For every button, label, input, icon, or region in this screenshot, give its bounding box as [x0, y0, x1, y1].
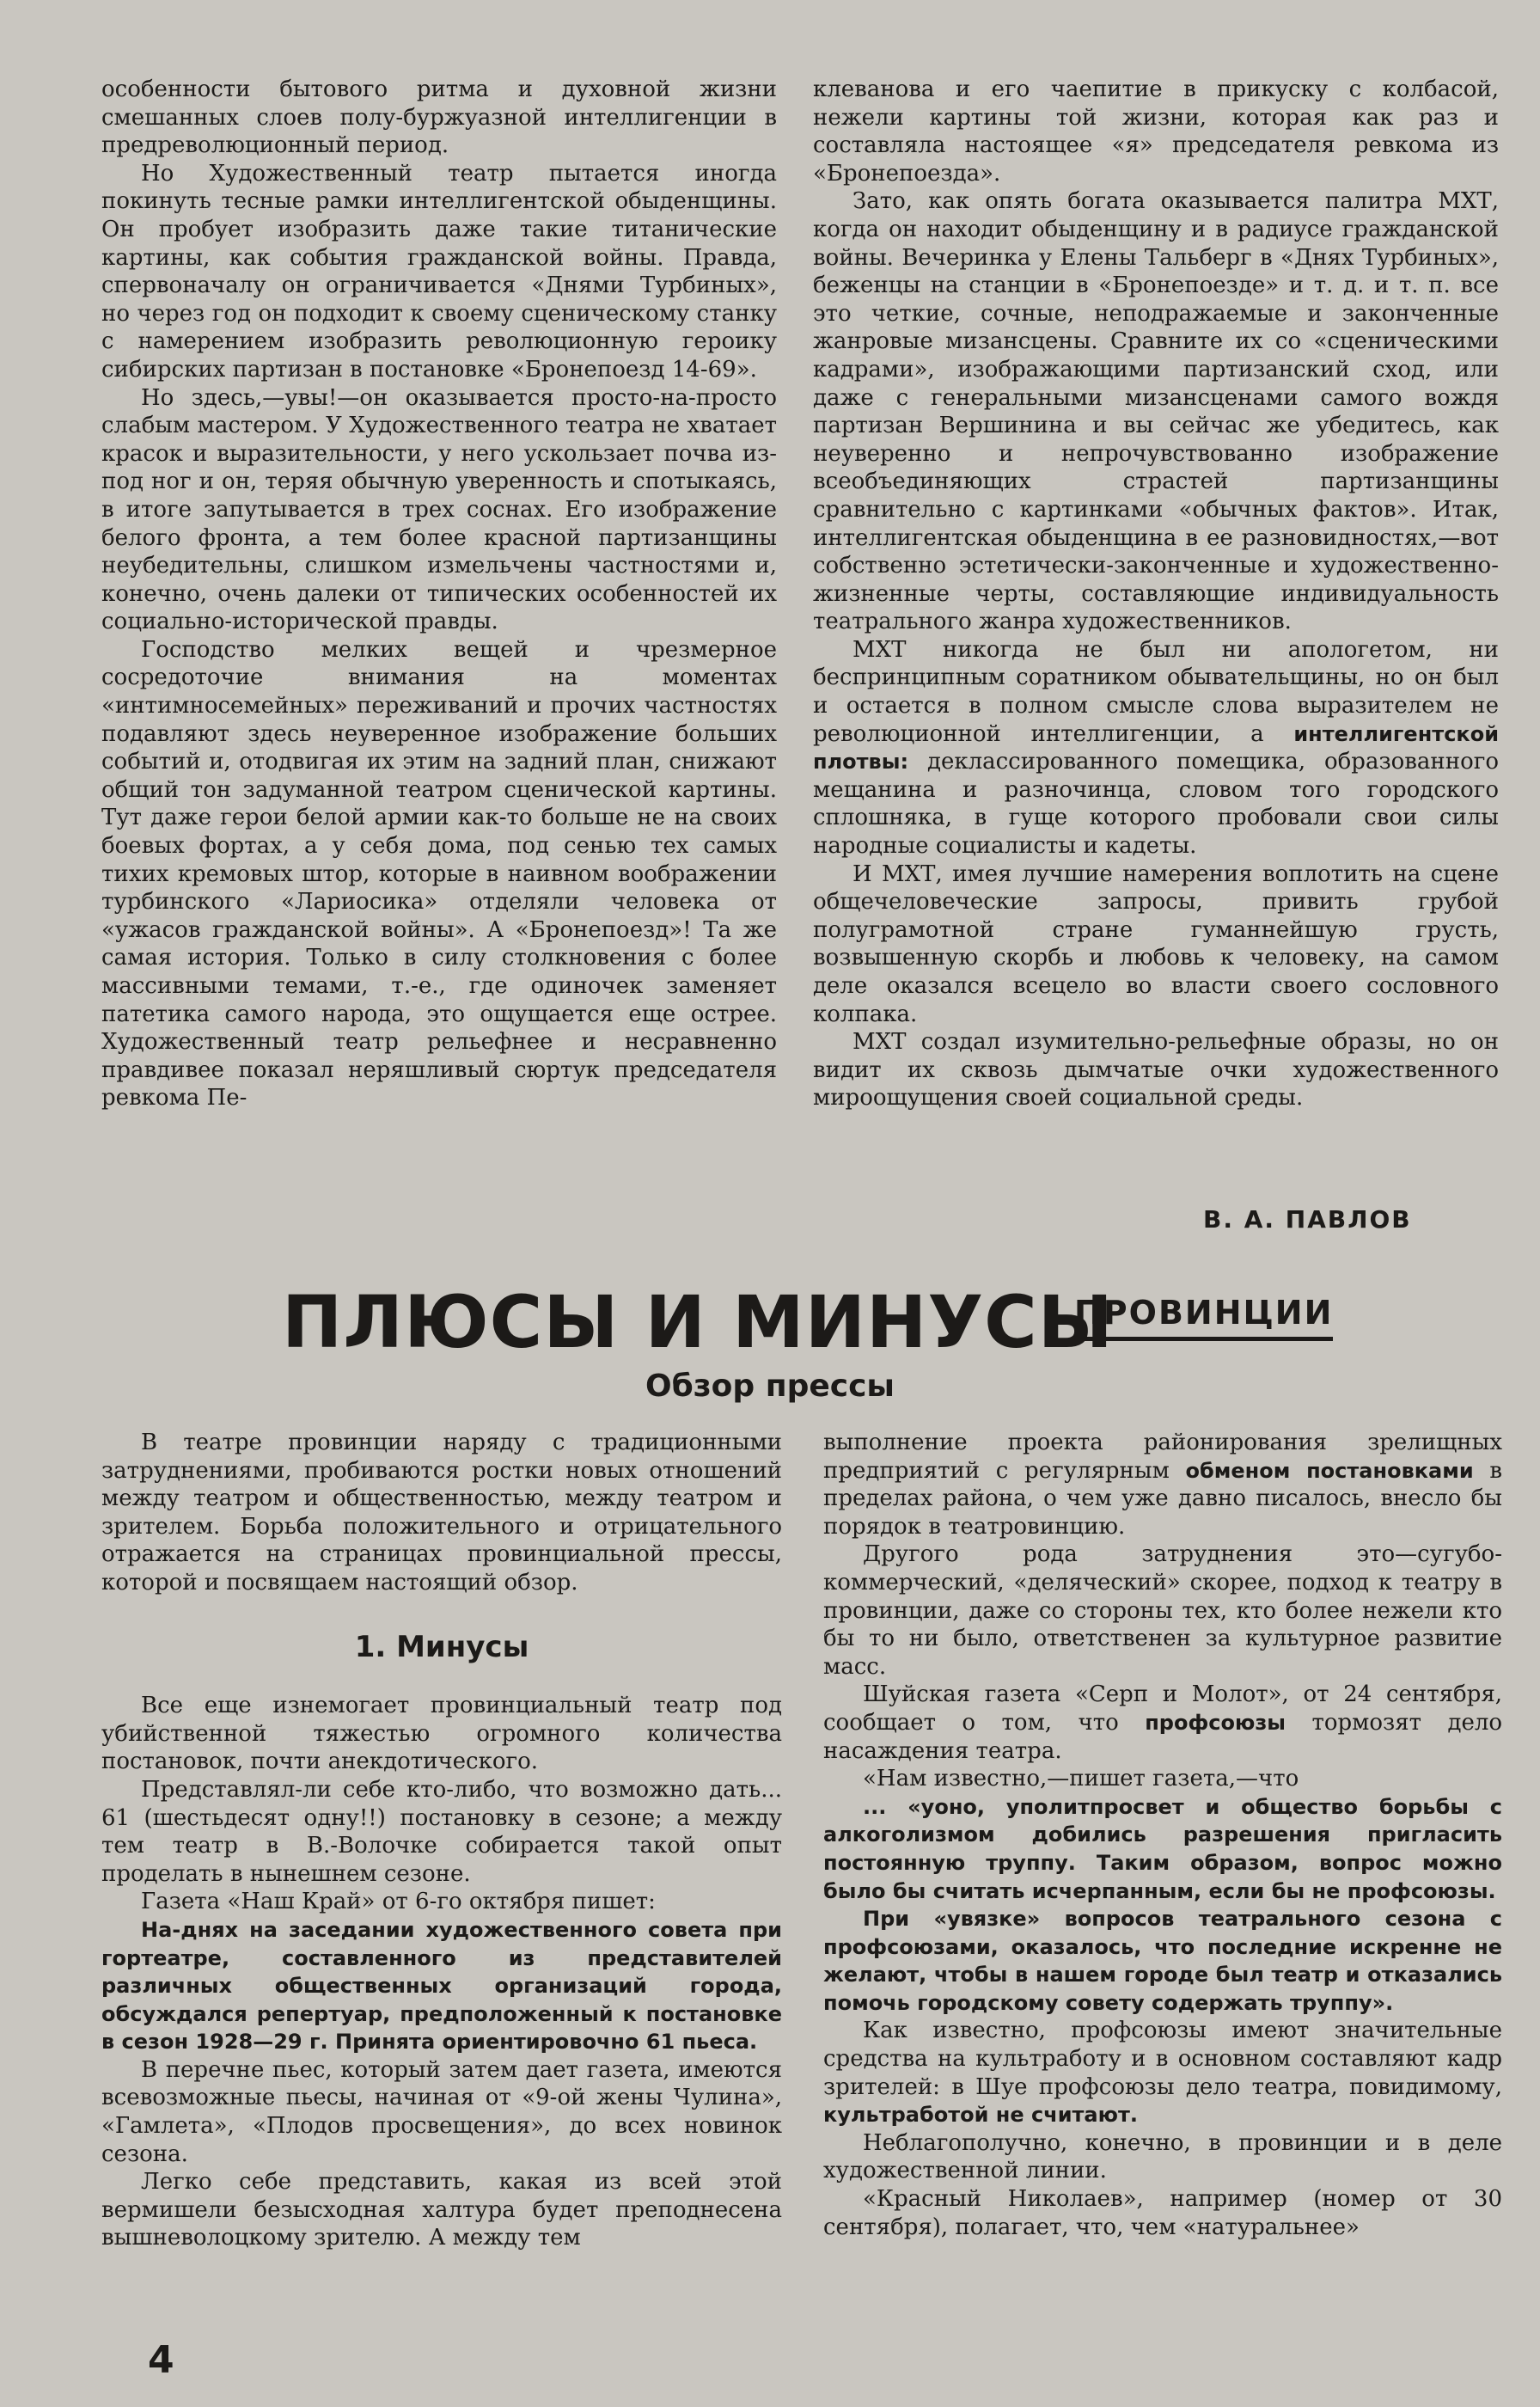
- bold-phrase: обменом постановками: [1185, 1458, 1474, 1483]
- page-number: 4: [148, 2338, 174, 2382]
- paragraph: Неблагополучно, конечно, в провинции и в деле художественной линии.: [823, 2129, 1502, 2184]
- article-column-right: [813, 76, 1499, 1253]
- paragraph: Но Художественный театр пытается иногда покинуть тесные рамки интеллигентской обыденщины. Он пробует изобразить даже такие титанические картины, как события гражданской войны. Правда, спервоначалу он ограничивается «Днями Турбиных», но через год он подходит к своему сценическому станку с намерением изобразить революционную героику сибирских партизан в постановке «Бронепоезд 14-69».: [101, 160, 777, 383]
- article-column-left: [101, 76, 777, 1253]
- review-column-left: [101, 1429, 782, 2314]
- quote: ... «уоно, уполитпросвет и общество борьбы с алкоголизмом добились разрешения пригласить постоянную труппу. Таким образом, вопрос можно было бы считать исчерпанным, если бы не профсоюзы.: [823, 1794, 1502, 1903]
- headline-sub: ПРОВИНЦИИ: [1074, 1294, 1333, 1341]
- paragraph: Другого рода затруднения это—сугубо-коммерческий, «деляческий» скорее, подход к театру в провинции, даже со стороны тех, кто более нежели кто бы то ни было, ответственен за культурное развитие масс.: [823, 1541, 1502, 1680]
- paragraph: Как известно, профсоюзы имеют значительные средства на культработу и в основном составляют кадр зрителей: в Шуе профсоюзы дело театра, повидимому, культработой не считают.: [823, 2018, 1502, 2128]
- headline: ПЛЮСЫ И МИНУСЫ: [282, 1280, 1114, 1364]
- paragraph: Газета «Наш Край» от 6-го октября пишет:: [141, 1889, 656, 1915]
- subheadline: Обзор прессы: [645, 1369, 895, 1404]
- paragraph: особенности бытового ритма и духовной жизни смешанных слоев полу-буржуазной интеллигенции в предреволюционный период.: [101, 77, 777, 159]
- paragraph: Все еще изнемогает провинциальный театр под убийственной тяжестью огромного количества постановок, почти анекдотического.: [101, 1693, 782, 1775]
- paragraph: И МХТ, имея лучшие намерения воплотить на сцене общечеловеческие запросы, привить грубой полуграмотной стране гуманнейшую грусть, возвышенную скорбь и любовь к человеку, на самом деле оказался всецело во власти своего сословного колпака.: [813, 861, 1499, 1027]
- paragraph: В театре провинции наряду с традиционными затруднениями, пробиваются ростки новых отношений между театром и общественностью, между театром и зрителем. Борьба положительного и отрицательного отражается на страницах провинциальной прессы, которой и посвящаем настоящий обзор.: [101, 1430, 782, 1595]
- paragraph: Шуйская газета «Серп и Молот», от 24 сентября, сообщает о том, что профсоюзы тормозят дело насаждения театра.: [823, 1681, 1502, 1764]
- paragraph: В перечне пьес, который затем дает газета, имеются всевозможные пьесы, начиная от «9-ой жены Чулина», «Гамлета», «Плодов просвещения», до всех новинок сезона.: [101, 2056, 782, 2167]
- paragraph: МХТ никогда не был ни апологетом, ни беспринципным соратником обывательщины, но он был и остается в полном смысле слова выразителем не революционной интеллигенции, а интеллигентской плотвы: деклассированного помещика, образованного мещанина и разночинца, словом того городского сплошняка, в гуще которого пробовали свои силы народные социалисты и кадеты.: [813, 636, 1499, 860]
- paragraph: «Нам известно,—пишет газета,—что: [863, 1766, 1299, 1792]
- author-signature: В. А. ПАВЛОВ: [1203, 1205, 1412, 1234]
- paragraph: Представлял-ли себе кто-либо, что возможно дать... 61 (шестьдесят одну!!) постановку в сезоне; а между тем театр в В.-Волочке собирается такой опыт проделать в нынешнем сезоне.: [101, 1776, 782, 1887]
- paragraph: МХТ создал изумительно-рельефные образы, но он видит их сквозь дымчатые очки художественного мироощущения своей социальной среды.: [813, 1029, 1499, 1112]
- paragraph: «Красный Николаев», например (номер от 30 сентября), полагает, что, чем «натуральнее»: [823, 2186, 1502, 2240]
- paragraph: Зато, как опять богата оказывается палитра МХТ, когда он находит обыденщину и в радиусе гражданской войны. Вечеринка у Елены Тальберг в «Днях Турбиных», беженцы на станции в «Бронепоезде» и т. д. и т. п. все это четкие, сочные, неподражаемые и законченные жанровые мизансцены. Сравните их со «сценическими кадрами», изображающими партизанский сход, или даже с генеральными мизансценами самого вождя партизан Вершинина и вы сейчас же убедитесь, как неуверенно и непрочувствованно изображение всеобъединяющих страстей партизанщины сравнительно с картинками «обычных фактов». Итак, интеллигентская обыденщина в ее разновидностях,—вот собственно эстетически-законченные и художественно-жизненные черты, составляющие индивидуальность театрального жанра художественников.: [813, 188, 1499, 635]
- section-title: 1. Минусы: [354, 1629, 529, 1664]
- bold-phrase: профсоюзы: [1145, 1710, 1286, 1735]
- paragraph: клеванова и его чаепитие в прикуску с колбасой, нежели картины той жизни, которая как раз и составляла настоящее «я» председателя ревкома из «Бронепоезда».: [813, 77, 1499, 187]
- bold-phrase: культработой не считают.: [823, 2103, 1138, 2128]
- paragraph: Господство мелких вещей и чрезмерное сосредоточие внимания на моментах «интимносемейных» переживаний и прочих частностях подавляют здесь неуверенное изображение больших событий и, отодвигая их этим на задний план, снижают общий тон задуманной театром сценической картины. Тут даже герои белой армии как-то больше не на своих боевых фортах, а у себя дома, под сенью тех самых тихих кремовых штор, которые в наивном воображении турбинского «Лариосика» отделяли человека от «ужасов гражданской войны». А «Бронепоезд»! Та же самая история. Только в силу столкновения с более массивными темами, т.-е., где одиночек заменяет патетика самого народа, это ощущается еще острее. Художественный театр рельефнее и несравненно правдивее показал неряшливый сюртук председателя ревкома Пе-: [101, 636, 777, 1112]
- quote: При «увязке» вопросов театрального сезона с профсоюзами, оказалось, что последние искренне не желают, чтобы в нашем городе был театр и отказались помочь городскому совету содержать труппу».: [823, 1907, 1502, 2015]
- review-column-right: [823, 1429, 1502, 2314]
- paragraph: Но здесь,—увы!—он оказывается просто-на-просто слабым мастером. У Художественного театра не хватает красок и выразительности, у него ускользает почва из-под ног и он, теряя обычную уверенность и спотыкаясь, в итоге запутывается в трех соснах. Его изображение белого фронта, а тем более красной партизанщины неубедительны, слишком измельчены частностями и, конечно, очень далеки от типических особенностей их социально-исторической правды.: [101, 384, 777, 635]
- paragraph: выполнение проекта районирования зрелищных предприятий с регулярным обменом постановками в пределах района, о чем уже давно писалось, внесло бы порядок в театровинцию.: [823, 1430, 1502, 1540]
- paragraph: Легко себе представить, какая из всей этой вермишели безысходная халтура будет преподнесена вышневолоцкому зрителю. А между тем: [101, 2169, 782, 2251]
- quote: На-днях на заседании художественного совета при гортеатре, составленного из представителей различных общественных организаций города, обсуждался репертуар, предположенный к постановке в сезон 1928—29 г. Принята ориентировочно 61 пьеса.: [101, 1917, 782, 2055]
- bold-phrase: интеллигентской плотвы:: [813, 721, 1499, 775]
